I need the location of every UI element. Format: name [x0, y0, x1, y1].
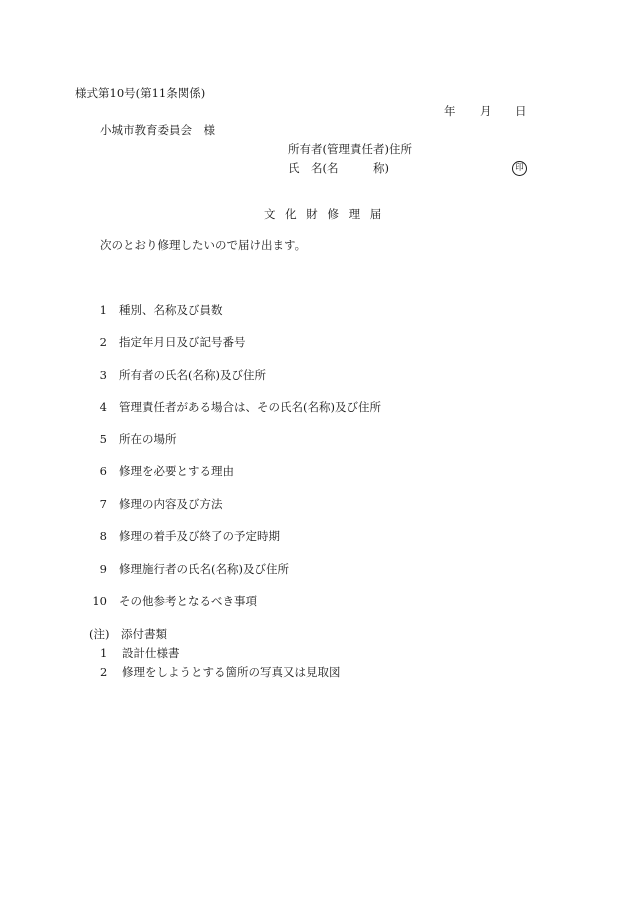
owner-address-label: 所有者(管理責任者)住所	[288, 142, 412, 156]
addressee: 小城市教育委員会 様	[100, 123, 215, 137]
item-number: 10	[92, 594, 107, 608]
list-item	[87, 562, 289, 576]
list-item	[87, 529, 280, 543]
intro-text: 次のとおり修理したいので届け出ます。	[100, 238, 307, 252]
list-item	[87, 497, 223, 511]
attachment-text: 設計仕様書	[122, 646, 180, 660]
list-item	[87, 368, 266, 382]
owner-name-label: 氏 名(名 称)	[288, 161, 389, 175]
item-text: 指定年月日及び記号番号	[119, 335, 246, 349]
attachment-number: 2	[100, 665, 108, 679]
item-number: 9	[99, 562, 107, 576]
attachment-number: 1	[100, 646, 108, 660]
item-number: 4	[99, 400, 107, 414]
list-item	[87, 335, 246, 349]
seal-mark: 印	[512, 161, 527, 176]
list-item	[87, 303, 223, 317]
form-number: 様式第10号(第11条関係)	[75, 86, 206, 100]
item-text: 修理を必要とする理由	[119, 464, 234, 478]
item-number: 7	[99, 497, 107, 511]
item-text: 管理責任者がある場合は、その氏名(名称)及び住所	[119, 400, 381, 414]
item-number: 8	[99, 529, 107, 543]
item-number: 5	[99, 432, 107, 446]
attachment-text: 修理をしようとする箇所の写真又は見取図	[122, 665, 341, 679]
notes-label: (注) 添付書類	[89, 627, 167, 641]
item-text: 所有者の氏名(名称)及び住所	[119, 368, 266, 382]
list-item	[87, 594, 257, 608]
item-text: 修理の内容及び方法	[119, 497, 223, 511]
item-number: 2	[99, 335, 107, 349]
attachment-item	[100, 646, 180, 660]
list-item	[87, 400, 381, 414]
item-number: 6	[99, 464, 107, 478]
date-month: 月	[480, 104, 492, 118]
item-text: 修理施行者の氏名(名称)及び住所	[119, 562, 289, 576]
item-text: 修理の着手及び終了の予定時期	[119, 529, 280, 543]
item-text: 所在の場所	[119, 432, 177, 446]
list-item	[87, 464, 234, 478]
attachment-item	[100, 665, 341, 679]
date-year: 年	[444, 104, 456, 118]
item-number: 1	[99, 303, 107, 317]
item-number: 3	[99, 368, 107, 382]
date-day: 日	[515, 104, 527, 118]
list-item	[87, 432, 177, 446]
item-text: 種別、名称及び員数	[119, 303, 223, 317]
document-title: 文 化 財 修 理 届	[264, 207, 385, 221]
item-text: その他参考となるべき事項	[119, 594, 257, 608]
